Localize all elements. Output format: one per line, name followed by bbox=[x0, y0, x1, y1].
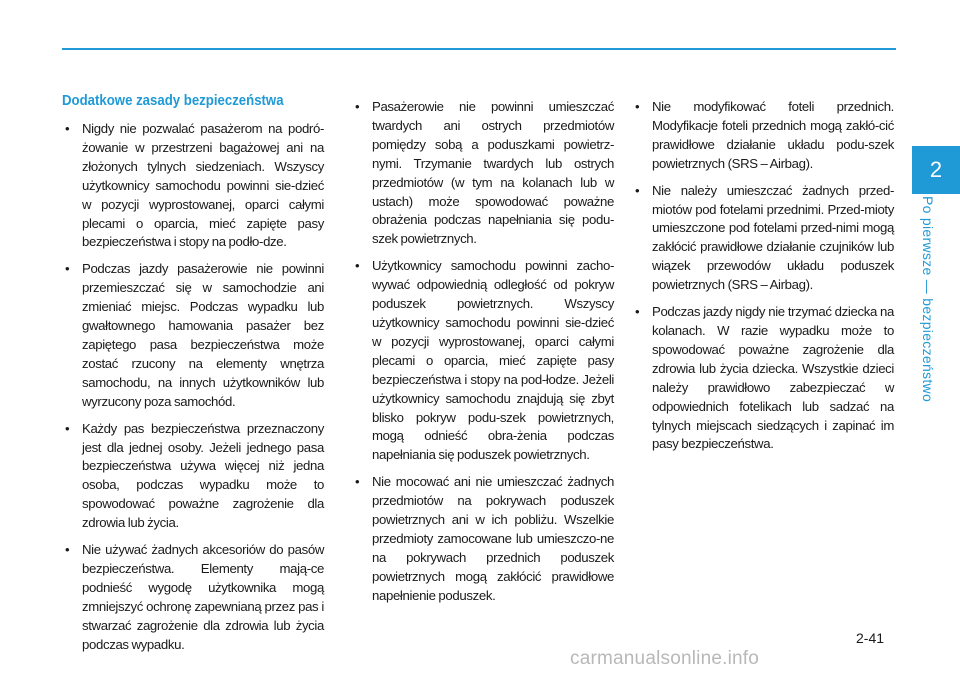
bullet-text: Nie należy umieszczać żadnych przed-miotów pod fotelami przednimi. Przed-mioty umieszczone pod fotelami przed-nimi mogą zakłócić prawidłowe działanie czujników lub wiązek przewodów układu poduszek powietrznych (SRS – Airbag). bbox=[652, 182, 894, 293]
bullet-item bbox=[352, 98, 614, 249]
bullet-item bbox=[352, 473, 614, 605]
bullet-item bbox=[352, 257, 614, 465]
bullet-text: Pasażerowie nie powinni umieszczać twardych ani ostrych przedmiotów pomiędzy sobą a poduszkami powietrz-nymi. Trzymanie twardych lub ostrych przedmiotów (w tym na kolanach lub w ustach) może spowodować poważne obrażenia podczas napełniania się podu-szek powietrznych. bbox=[372, 99, 614, 247]
bullet-glyph: • bbox=[635, 99, 640, 114]
bullet-list-col3 bbox=[632, 98, 894, 454]
watermark: carmanualsonline.info bbox=[570, 648, 760, 669]
bullet-glyph: • bbox=[635, 304, 640, 320]
bullet-item bbox=[632, 182, 894, 295]
bullet-text: Podczas jazdy nigdy nie trzymać dziecka na kolanach. W razie wypadku może to spowodować poważne zagrożenie dla zdrowia lub życia dziecka. Wszystkie dzieci należy prawidłowo zabezpieczać w odpowiednich fotelikach lub sadzać na tylnych miejscach siedzących i zapinać im pasy bezpieczeństwa. bbox=[652, 304, 894, 452]
chapter-title-container bbox=[918, 196, 942, 406]
bullet-glyph: • bbox=[65, 542, 70, 558]
header-rule bbox=[62, 48, 896, 50]
bullet-glyph: • bbox=[65, 261, 70, 277]
bullet-text: Użytkownicy samochodu powinni zacho-wywać odpowiednią odległość od pokryw poduszek powietrznych. Wszyscy użytkownicy samochodu powinni sie-dzieć w pozycji wyprostowanej, oparci całymi plecami o oparcia, mieć zapięte pasy bezpieczeństwa i stopy na pod-łodze. Jeżeli użytkownicy samochodu znajdują się zbyt blisko pokryw podu-szek powietrznych, mogą odnieść obra-żenia podczas napełniania się poduszek powietrznych. bbox=[372, 258, 614, 463]
bullet-text: Podczas jazdy pasażerowie nie powinni przemieszczać się w samochodzie ani zmieniać miejsc. Podczas wypadku lub gwałtownego hamowania pasażer bez zapiętego pasa bezpieczeństwa może zostać rzucony na elementy wnętrza samochodu, na innych użytkowników lub wyrzucony poza samochód. bbox=[82, 261, 324, 409]
bullet-glyph: • bbox=[635, 182, 640, 198]
bullet-item bbox=[62, 260, 324, 411]
section-title: Dodatkowe zasady bezpieczeństwa bbox=[62, 92, 284, 109]
column-1 bbox=[62, 92, 324, 662]
bullet-glyph: • bbox=[355, 474, 360, 490]
bullet-text: Nie mocować ani nie umieszczać żadnych przedmiotów na pokrywach poduszek powietrznych ani w ich pobliżu. Wszelkie przedmioty zamocowane lub umieszczo-ne na pokrywach przednich poduszek powietrznych mogą zakłócić prawidłowe napełnienie poduszek. bbox=[372, 474, 614, 603]
bullet-item bbox=[62, 120, 324, 252]
bullet-glyph: • bbox=[65, 420, 70, 436]
column-3 bbox=[632, 98, 894, 462]
bullet-item bbox=[632, 98, 894, 174]
bullet-text: Każdy pas bezpieczeństwa przeznaczony jest dla jednej osoby. Jeżeli jednego pasa bezpieczeństwa używa więcej niż jedna osoba, podczas wypadku może to spowodować poważne zagrożenie dla zdrowia lub życia. bbox=[82, 420, 324, 531]
page-number: 2-41 bbox=[856, 630, 885, 646]
bullet-item bbox=[632, 303, 894, 454]
column-2 bbox=[352, 98, 614, 614]
bullet-text: Nie używać żadnych akcesoriów do pasów bezpieczeństwa. Elementy mają-ce podnieść wygodę użytkownika mogą zmniejszyć ochronę zapewnianą przez pas i stwarzać zagrożenie dla zdrowia lub życia podczas wypadku. bbox=[82, 542, 324, 652]
bullet-glyph: • bbox=[65, 121, 70, 136]
bullet-glyph: • bbox=[355, 99, 360, 114]
chapter-tab: 2 bbox=[912, 146, 960, 194]
bullet-text: Nigdy nie pozwalać pasażerom na podró-żowanie w przestrzeni bagażowej ani na złożonych tylnych siedzeniach. Wszyscy użytkownicy samochodu powinni sie-dzieć w pozycji wyprostowanej, oparci całymi plecami o oparcia, mieć zapięte pasy bezpieczeństwa i stopy na podło-dze. bbox=[82, 121, 324, 250]
chapter-title: Po pierwsze — bezpieczeństwo bbox=[920, 196, 936, 403]
bullet-item bbox=[62, 420, 324, 533]
bullet-glyph: • bbox=[355, 258, 360, 274]
bullet-text: Nie modyfikować foteli przednich. Modyfikacje foteli przednich mogą zakłó-cić prawidłowe działanie układu podu-szek powietrznych (SRS – Airbag). bbox=[652, 99, 894, 171]
bullet-list-col1 bbox=[62, 120, 324, 654]
bullet-list-col2 bbox=[352, 98, 614, 606]
bullet-item bbox=[62, 541, 324, 654]
